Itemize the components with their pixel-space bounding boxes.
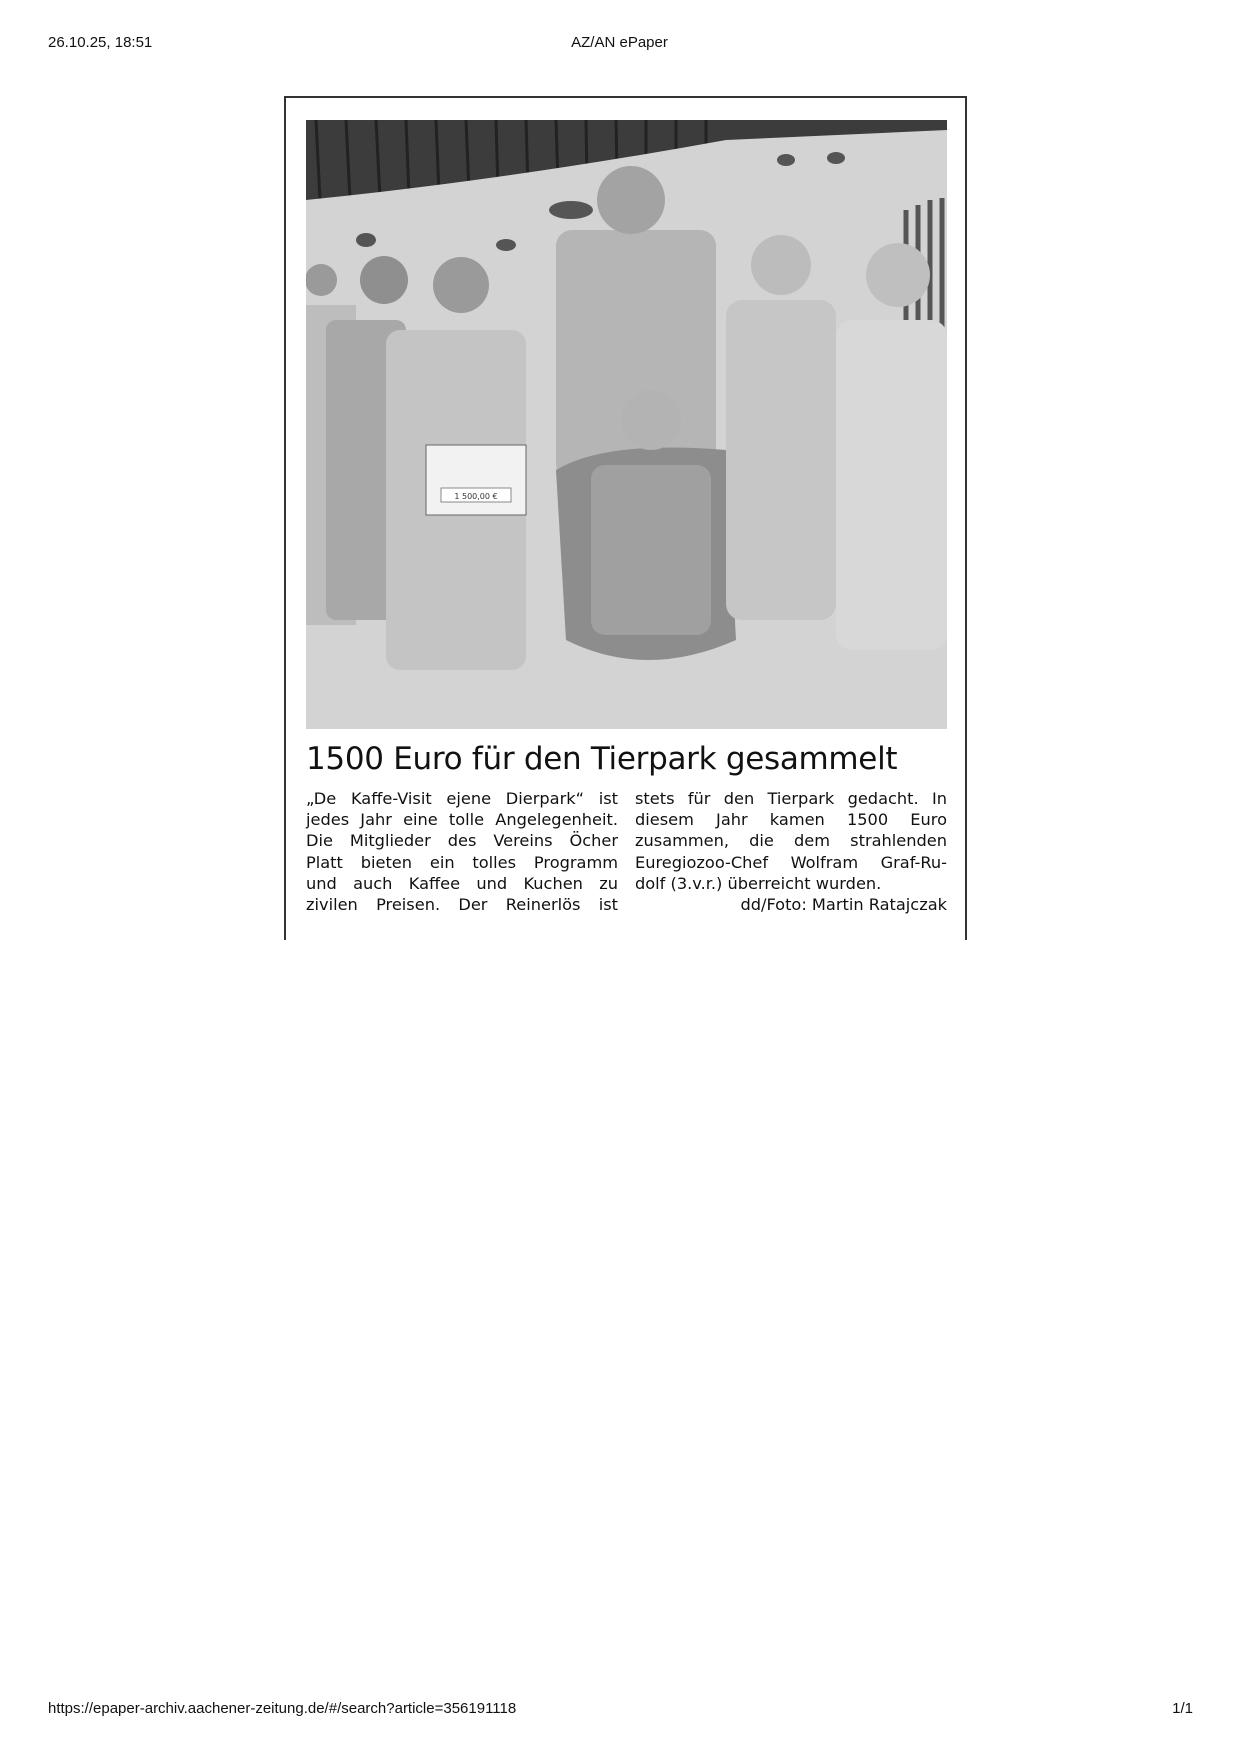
- print-url: https://epaper-archiv.aachener-zeitung.de/#/search?article=356191118: [48, 1700, 517, 1717]
- body-line: diesem Jahr kamen 1500 Euro: [635, 810, 947, 830]
- article-column-right: [635, 788, 947, 915]
- print-datetime: 26.10.25, 18:51: [48, 34, 153, 51]
- article-photo: [306, 120, 947, 729]
- print-title: AZ/AN ePaper: [571, 34, 668, 51]
- photo-credit: dd/Foto: Martin Ratajczak: [740, 895, 947, 915]
- body-line: stets für den Tierpark gedacht. In: [635, 789, 947, 808]
- article-column-left: [306, 788, 618, 915]
- body-line: dolf (3.v.r.) überreicht wurden.: [635, 873, 882, 893]
- print-page-number: 1/1: [1172, 1700, 1193, 1717]
- cheque-amount: 1 500,00 €: [454, 492, 498, 501]
- newspaper-clipping: [284, 96, 967, 940]
- body-line: Euregiozoo-Chef Wolfram Graf-Ru-: [635, 852, 947, 872]
- body-line: „De Kaffe-Visit ejene Dierpark“ ist: [306, 789, 618, 808]
- body-line: und auch Kaffee und Kuchen zu: [306, 873, 618, 893]
- body-line: Die Mitglieder des Vereins Öcher: [306, 831, 618, 851]
- article-headline: 1500 Euro für den Tierpark gesammelt: [306, 741, 898, 777]
- body-line: zusammen, die dem strahlenden: [635, 831, 947, 851]
- body-line: zivilen Preisen. Der Reinerlös ist: [306, 895, 618, 915]
- article-body: [306, 788, 947, 915]
- body-line: Platt bieten ein tolles Programm: [306, 852, 618, 872]
- body-line: jedes Jahr eine tolle Angelegenheit.: [306, 810, 618, 830]
